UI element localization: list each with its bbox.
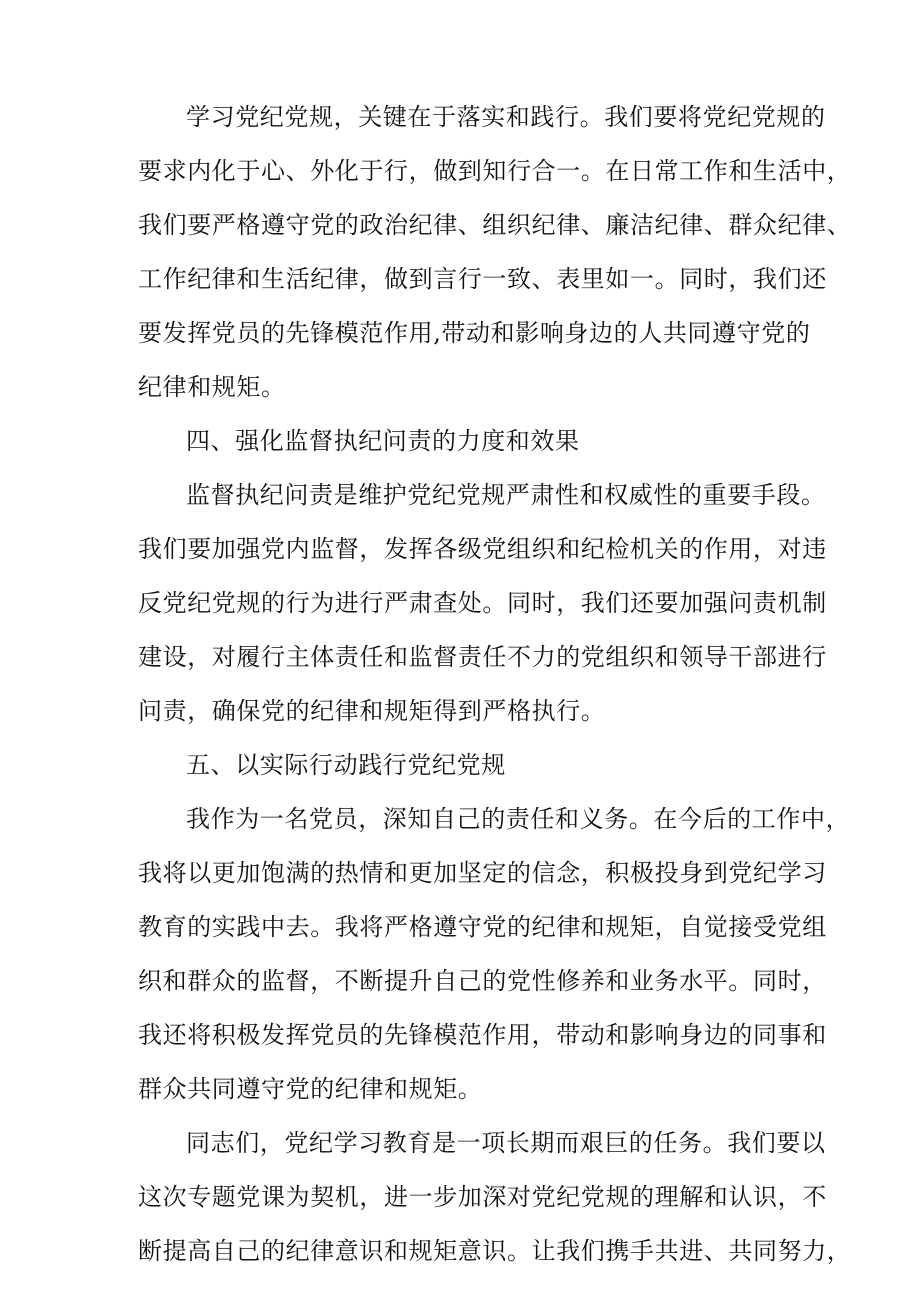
paragraph-action (138, 802, 851, 1106)
text-line: 工作纪律和生活纪律，做到言行一致、表里如一。同时，我们还 (138, 265, 827, 293)
text-line: 这次专题党课为契机，进一步加深对党纪党规的理解和认识，不 (138, 1183, 827, 1211)
text-line: 要求内化于心、外化于行，做到知行合一。在日常工作和生活中， (138, 157, 852, 185)
text-line: 建设，对履行主体责任和监督责任不力的党组织和领导干部进行 (138, 643, 827, 671)
text-line: 我们要加强党内监督，发挥各级党组织和纪检机关的作用，对违 (138, 535, 827, 563)
document-page (138, 100, 852, 1288)
text-line: 监督执纪问责是维护党纪党规严肃性和权威性的重要手段。 (186, 481, 826, 509)
section-heading-4 (138, 424, 798, 458)
paragraph-supervision (138, 478, 827, 728)
paragraph-practice (138, 100, 852, 404)
text-line: 织和群众的监督，不断提升自己的党性修养和业务水平。同时， (138, 967, 827, 995)
text-line: 同志们，党纪学习教育是一项长期而艰巨的任务。我们要以 (186, 1129, 826, 1157)
text-line: 学习党纪党规，关键在于落实和践行。我们要将党纪党规的 (186, 103, 826, 131)
text-line: 问责，确保党的纪律和规矩得到严格执行。 (138, 697, 606, 725)
text-line: 我们要严格遵守党的政治纪律、组织纪律、廉洁纪律、群众纪律、 (138, 211, 852, 239)
text-line: 反党纪党规的行为进行严肃查处。同时，我们还要加强问责机制 (138, 589, 827, 617)
text-line: 我还将积极发挥党员的先锋模范作用，带动和影响身边的同事和 (138, 1021, 827, 1049)
heading-text: 五、以实际行动践行党纪党规 (186, 751, 506, 779)
section-heading-5 (138, 748, 798, 782)
text-line: 我将以更加饱满的热情和更加坚定的信念，积极投身到党纪学习 (138, 859, 827, 887)
text-line: 纪律和规矩。 (138, 373, 286, 401)
text-line: 我作为一名党员，深知自己的责任和义务。在今后的工作中， (186, 805, 851, 833)
text-line: 要发挥党员的先锋模范作用,带动和影响身边的人共同遵守党的 (138, 319, 811, 347)
text-line: 群众共同遵守党的纪律和规矩。 (138, 1075, 483, 1103)
text-line: 断提高自己的纪律意识和规矩意识。让我们携手共进、共同努力， (138, 1237, 852, 1265)
text-line: 教育的实践中去。我将严格遵守党的纪律和规矩，自觉接受党组 (138, 913, 827, 941)
paragraph-closing (138, 1126, 852, 1268)
heading-text: 四、强化监督执纪问责的力度和效果 (186, 427, 580, 455)
